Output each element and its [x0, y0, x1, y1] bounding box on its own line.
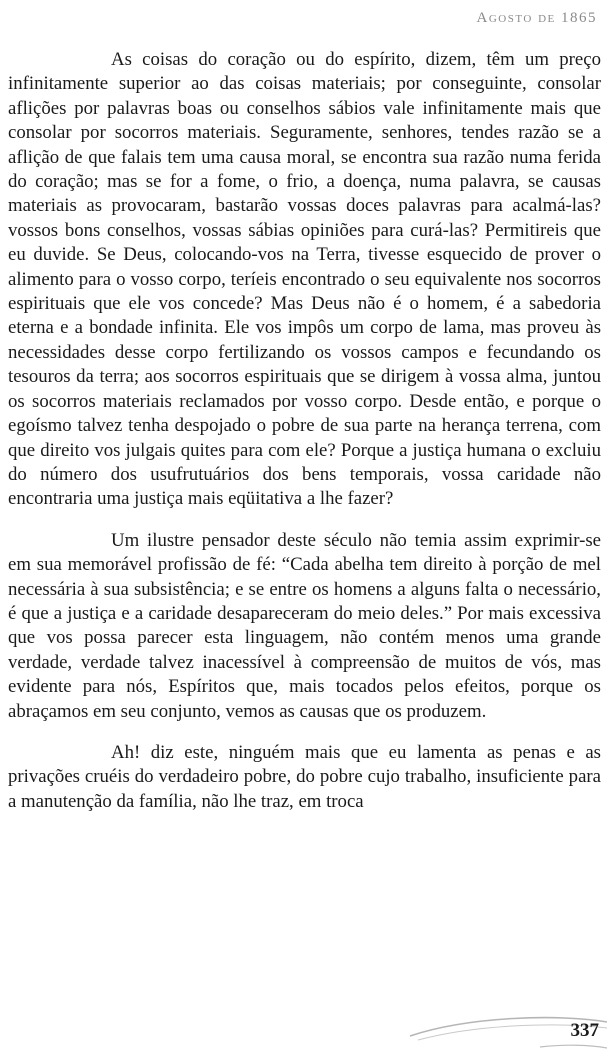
page-body: [8, 48, 601, 814]
page-footer: [0, 1014, 607, 1057]
swoosh-ornament-icon: [0, 1014, 607, 1057]
paragraph: Ah! diz este, ninguém mais que eu lamenta as penas e as privações cruéis do verdadeiro pobre, do pobre cujo trabalho, insuficiente para a manutenção da família, não lhe traz, em troca: [8, 741, 601, 812]
page-number: 337: [570, 1020, 599, 1041]
paragraph: Um ilustre pensador deste século não temia assim exprimir-se em sua memorável profissão de fé: “Cada abelha tem direito à porção de mel necessária à sua subsistência; e se entre os homens a alguns falta o necessário, é que a justiça e a caridade desapareceram do meio deles.” Por mais excessiva que vos possa parecer esta linguagem, não contém menos uma grande verdade, verdade talvez inacessível à compreensão de muitos de vós, mas evidente para nós, Espíritos que, mais tocados pelos efeitos, porque os abraçamos em seu conjunto, vemos as causas que os produzem.: [8, 529, 601, 722]
running-header: Agosto de 1865: [476, 10, 597, 26]
paragraph: As coisas do coração ou do espírito, dizem, têm um preço infinitamente superior ao das coisas materiais; por conseguinte, consolar aflições por palavras boas ou conselhos sábios vale infinitamente mais que consolar por socorros materiais. Seguramente, senhores, tendes razão se a aflição de que falais tem uma causa moral, se encontra sua razão numa ferida do coração; mas se for a fome, o frio, a doença, numa palavra, se causas materiais as provocaram, bastarão vossas doces palavras para acalmá-las? vossos bons conselhos, vossas sábias opiniões para curá-las? Permitireis que eu duvide. Se Deus, colocando-vos na Terra, tivesse esquecido de prover o alimento para o vosso corpo, teríeis encontrado o seu equivalente nos socorros espirituais que ele vos concede? Mas Deus não é o homem, é a sabedoria eterna e a bondade infinita. Ele vos impôs um corpo de lama, mas proveu às necessidades desse corpo fertilizando os vossos campos e fecundando os tesouros da terra; aos socorros espirituais que se dirigem à vossa alma, juntou os socorros materiais reclamados por vosso corpo. Desde então, e porque o egoísmo talvez tenha despojado o pobre de sua parte na herança terrena, com que direito vos julgais quites para com ele? Porque a justiça humana o excluiu do número dos usufrutuários dos bens temporais, vossa caridade não encontraria uma justiça mais eqüitativa a lhe fazer?: [8, 49, 601, 510]
